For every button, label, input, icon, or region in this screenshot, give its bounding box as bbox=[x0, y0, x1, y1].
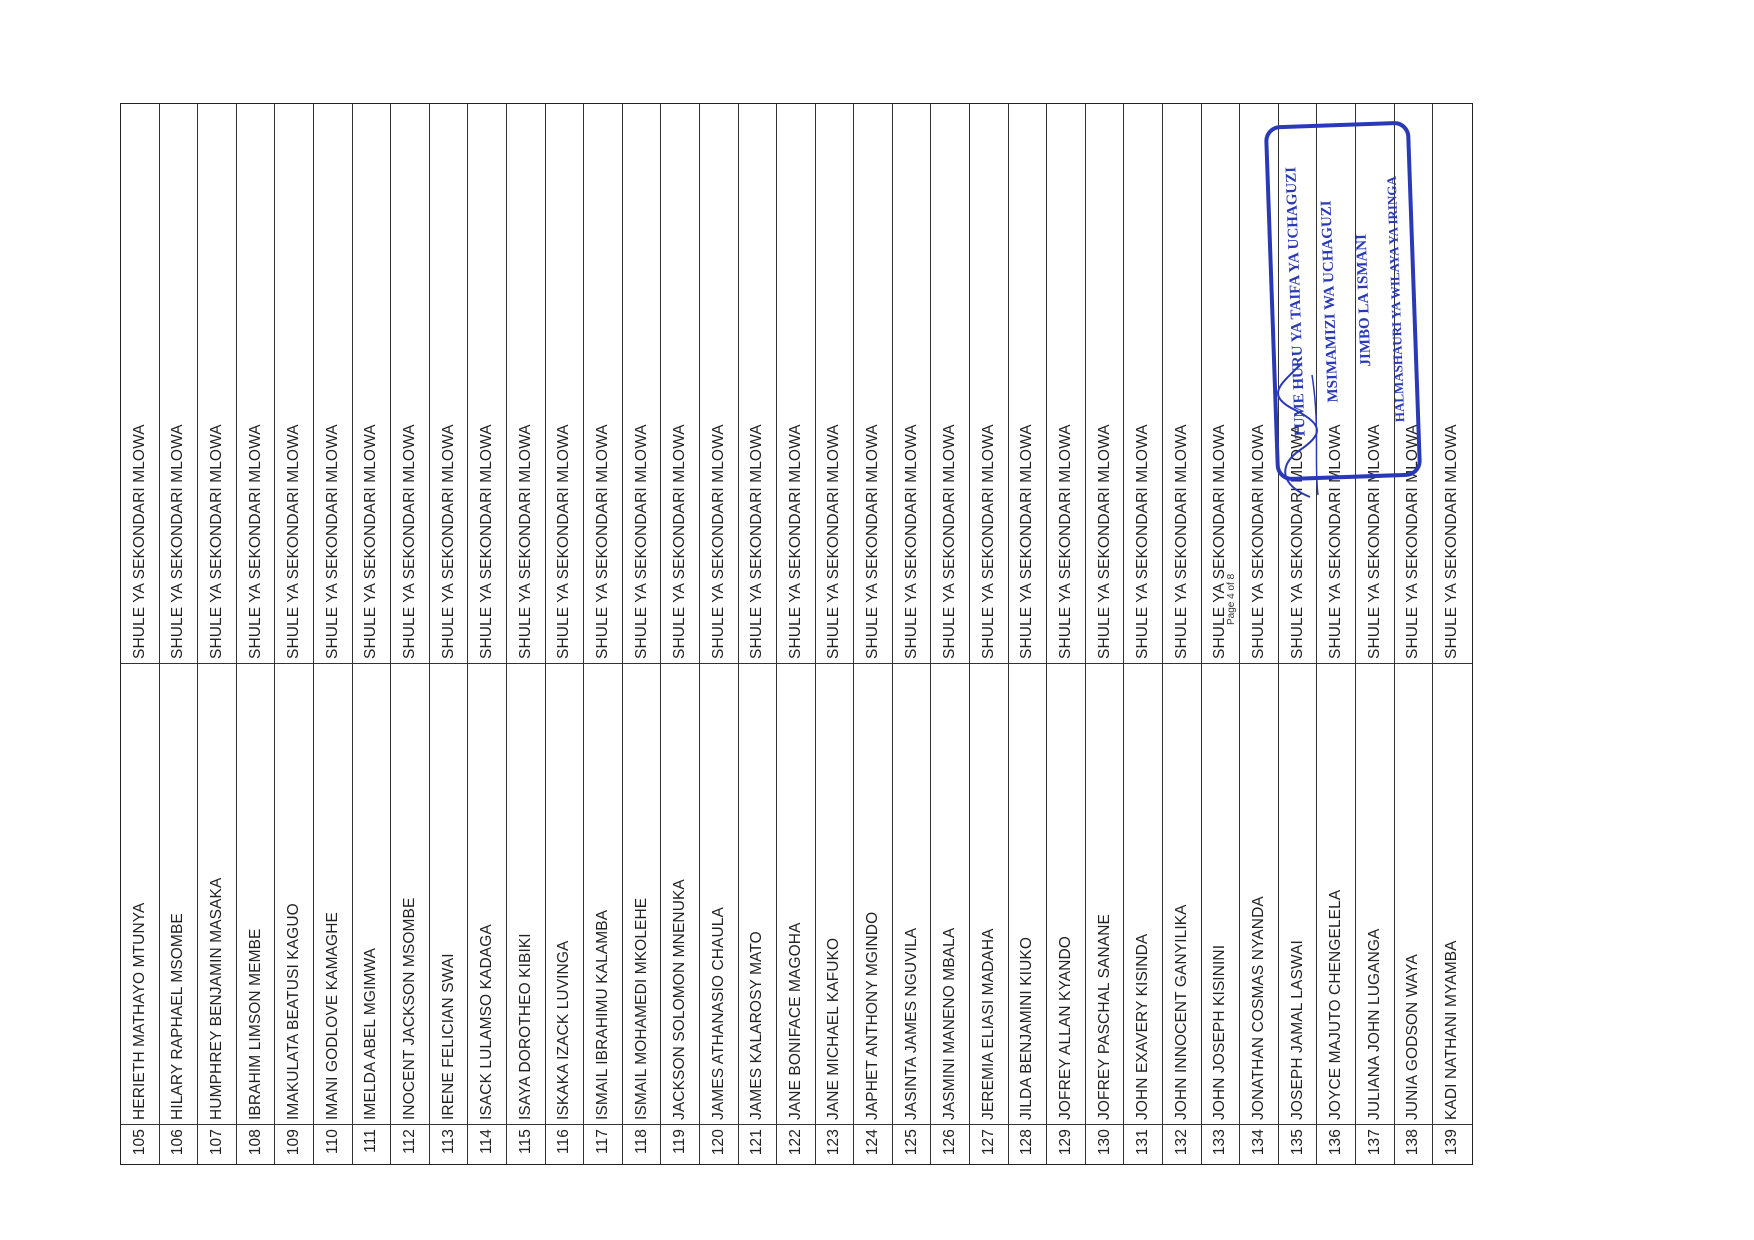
table-row bbox=[391, 104, 430, 1164]
candidate-name: HILARY RAPHAEL MSOMBE bbox=[169, 913, 187, 1120]
school-name: SHULE YA SEKONDARI MLOWA bbox=[1163, 104, 1201, 664]
row-number: 135 bbox=[1279, 1124, 1317, 1164]
school-name: SHULE YA SEKONDARI MLOWA bbox=[1395, 104, 1433, 664]
candidate-name: JOHN INNOCENT GANYILIKA bbox=[1172, 904, 1190, 1120]
candidate-name: HERIETH MATHAYO MTUNYA bbox=[130, 902, 148, 1120]
table-row bbox=[275, 104, 314, 1164]
table-row bbox=[623, 104, 662, 1164]
row-number: 114 bbox=[468, 1124, 506, 1164]
row-number: 125 bbox=[893, 1124, 931, 1164]
table-row bbox=[314, 104, 353, 1164]
candidate-name: JOFREY ALLAN KYANDO bbox=[1057, 936, 1075, 1120]
candidate-name: IMANI GODLOVE KAMAGHE bbox=[323, 912, 341, 1120]
row-number: 108 bbox=[237, 1124, 275, 1164]
school-name: SHULE YA SEKONDARI MLOWA bbox=[1047, 104, 1085, 664]
school-name: SHULE YA SEKONDARI MLOWA bbox=[893, 104, 931, 664]
table-row bbox=[1433, 104, 1472, 1164]
candidate-name: JONATHAN COSMAS NYANDA bbox=[1250, 896, 1268, 1120]
table-row bbox=[584, 104, 623, 1164]
table-row bbox=[121, 104, 160, 1164]
candidate-name: KADI NATHANI MYAMBA bbox=[1443, 940, 1461, 1120]
svg-text:JIMBO LA ISMANI: JIMBO LA ISMANI bbox=[1353, 233, 1375, 367]
table-row bbox=[198, 104, 237, 1164]
official-stamp bbox=[1262, 118, 1424, 483]
row-number: 119 bbox=[661, 1124, 699, 1164]
table-row bbox=[816, 104, 855, 1164]
candidate-name: JUNIA GODSON WAYA bbox=[1404, 954, 1422, 1120]
school-name: SHULE YA SEKONDARI MLOWA bbox=[1433, 104, 1472, 664]
row-number: 133 bbox=[1202, 1124, 1240, 1164]
table-row bbox=[1009, 104, 1048, 1164]
svg-text:TUME HURU YA TAIFA YA UCHAGUZI: TUME HURU YA TAIFA YA UCHAGUZI bbox=[1283, 166, 1309, 439]
candidate-name: JOFREY PASCHAL SANANE bbox=[1095, 914, 1113, 1120]
candidate-name: ISAYA DOROTHEO KIBIKI bbox=[516, 933, 534, 1120]
row-number: 111 bbox=[353, 1124, 391, 1164]
row-number: 112 bbox=[391, 1124, 429, 1164]
candidate-name: ISMAIL IBRAHIMU KALAMBA bbox=[593, 909, 611, 1120]
school-name: SHULE YA SEKONDARI MLOWA bbox=[970, 104, 1008, 664]
row-number: 107 bbox=[198, 1124, 236, 1164]
candidate-name: JOSEPH JAMAL LASWAI bbox=[1288, 940, 1306, 1120]
row-number: 132 bbox=[1163, 1124, 1201, 1164]
table-row bbox=[430, 104, 469, 1164]
row-number: 117 bbox=[584, 1124, 622, 1164]
table-row bbox=[237, 104, 276, 1164]
row-number: 124 bbox=[854, 1124, 892, 1164]
school-name: SHULE YA SEKONDARI MLOWA bbox=[160, 104, 198, 664]
school-name: SHULE YA SEKONDARI MLOWA bbox=[777, 104, 815, 664]
school-name: SHULE YA SEKONDARI MLOWA bbox=[739, 104, 777, 664]
row-number: 120 bbox=[700, 1124, 738, 1164]
candidate-name: JAMES ATHANASIO CHAULA bbox=[709, 907, 727, 1120]
row-number: 137 bbox=[1356, 1124, 1394, 1164]
table-row bbox=[507, 104, 546, 1164]
page-number: Page 4 of 8 bbox=[1226, 573, 1237, 625]
school-name: SHULE YA SEKONDARI MLOWA bbox=[700, 104, 738, 664]
svg-text:MSIMAMIZI WA UCHAGUZI: MSIMAMIZI WA UCHAGUZI bbox=[1318, 200, 1342, 403]
candidate-name: JAPHET ANTHONY MGINDO bbox=[864, 911, 882, 1120]
table-row bbox=[160, 104, 199, 1164]
candidate-name: JASINTA JAMES NGUVILA bbox=[902, 927, 920, 1120]
school-name: SHULE YA SEKONDARI MLOWA bbox=[507, 104, 545, 664]
school-name: SHULE YA SEKONDARI MLOWA bbox=[430, 104, 468, 664]
school-name: SHULE YA SEKONDARI MLOWA bbox=[1240, 104, 1278, 664]
row-number: 116 bbox=[546, 1124, 584, 1164]
table-row bbox=[970, 104, 1009, 1164]
row-number: 128 bbox=[1009, 1124, 1047, 1164]
row-number: 131 bbox=[1124, 1124, 1162, 1164]
table-row bbox=[1163, 104, 1202, 1164]
row-number: 139 bbox=[1433, 1124, 1472, 1164]
school-name: SHULE YA SEKONDARI MLOWA bbox=[1202, 104, 1240, 664]
table-row bbox=[661, 104, 700, 1164]
row-number: 123 bbox=[816, 1124, 854, 1164]
school-name: SHULE YA SEKONDARI MLOWA bbox=[1009, 104, 1047, 664]
school-name: SHULE YA SEKONDARI MLOWA bbox=[314, 104, 352, 664]
candidate-name: JULIANA JOHN LUGANGA bbox=[1365, 928, 1383, 1120]
row-number: 122 bbox=[777, 1124, 815, 1164]
school-name: SHULE YA SEKONDARI MLOWA bbox=[391, 104, 429, 664]
row-number: 129 bbox=[1047, 1124, 1085, 1164]
school-name: SHULE YA SEKONDARI MLOWA bbox=[198, 104, 236, 664]
school-name: SHULE YA SEKONDARI MLOWA bbox=[816, 104, 854, 664]
row-number: 138 bbox=[1395, 1124, 1433, 1164]
row-number: 134 bbox=[1240, 1124, 1278, 1164]
school-name: SHULE YA SEKONDARI MLOWA bbox=[237, 104, 275, 664]
row-number: 106 bbox=[160, 1124, 198, 1164]
candidate-name: ISMAIL MOHAMEDI MKOLEHE bbox=[632, 897, 650, 1120]
candidate-name: JOYCE MAJUTO CHENGELELA bbox=[1327, 889, 1345, 1120]
table-row bbox=[893, 104, 932, 1164]
table-row bbox=[1124, 104, 1163, 1164]
candidate-name: JANE MICHAEL KAFUKO bbox=[825, 937, 843, 1120]
candidate-name: JASMINI MANENO MBALA bbox=[941, 927, 959, 1120]
candidate-name: IRENE FELICIAN SWAI bbox=[439, 953, 457, 1120]
school-name: SHULE YA SEKONDARI MLOWA bbox=[661, 104, 699, 664]
table-row bbox=[700, 104, 739, 1164]
candidate-name: JOHN EXAVERY KISINDA bbox=[1134, 933, 1152, 1120]
row-number: 126 bbox=[931, 1124, 969, 1164]
school-name: SHULE YA SEKONDARI MLOWA bbox=[353, 104, 391, 664]
svg-text:HALMASHAURI YA WILAYA YA IRING: HALMASHAURI YA WILAYA YA IRINGA bbox=[1383, 175, 1408, 423]
candidate-name: ISACK LULAMSO KADAGA bbox=[478, 924, 496, 1120]
candidate-name: JEREMIA ELIASI MADAHA bbox=[979, 928, 997, 1120]
row-number: 130 bbox=[1086, 1124, 1124, 1164]
table-row bbox=[739, 104, 778, 1164]
school-name: SHULE YA SEKONDARI MLOWA bbox=[1279, 104, 1317, 664]
school-name: SHULE YA SEKONDARI MLOWA bbox=[1317, 104, 1355, 664]
table-row bbox=[1202, 104, 1241, 1164]
candidate-name: JILDA BENJAMINI KIUKO bbox=[1018, 937, 1036, 1120]
school-name: SHULE YA SEKONDARI MLOWA bbox=[121, 104, 159, 664]
school-name: SHULE YA SEKONDARI MLOWA bbox=[1124, 104, 1162, 664]
table-row bbox=[1086, 104, 1125, 1164]
row-number: 136 bbox=[1317, 1124, 1355, 1164]
candidate-name: IBRAHIM LIMSON MEMBE bbox=[246, 928, 264, 1120]
candidate-name: IMAKULATA BEATUSI KAGUO bbox=[285, 903, 303, 1120]
school-name: SHULE YA SEKONDARI MLOWA bbox=[275, 104, 313, 664]
school-name: SHULE YA SEKONDARI MLOWA bbox=[854, 104, 892, 664]
row-number: 127 bbox=[970, 1124, 1008, 1164]
row-number: 109 bbox=[275, 1124, 313, 1164]
table-row bbox=[353, 104, 392, 1164]
candidate-name: ISKAKA IZACK LUVINGA bbox=[555, 940, 573, 1120]
rotated-document-page bbox=[120, 85, 1461, 1165]
table-row bbox=[931, 104, 970, 1164]
school-name: SHULE YA SEKONDARI MLOWA bbox=[1086, 104, 1124, 664]
row-number: 121 bbox=[739, 1124, 777, 1164]
candidate-name: INOCENT JACKSON MSOMBE bbox=[400, 897, 418, 1120]
candidate-name: HUMPHREY BENJAMIN MASAKA bbox=[207, 877, 225, 1120]
candidate-name: JAMES KALAROSY MATO bbox=[748, 931, 766, 1120]
row-number: 118 bbox=[623, 1124, 661, 1164]
table-row bbox=[1047, 104, 1086, 1164]
table-row bbox=[546, 104, 585, 1164]
candidate-name: JOHN JOSEPH KISININI bbox=[1211, 944, 1229, 1120]
row-number: 105 bbox=[121, 1124, 159, 1164]
candidate-name: JACKSON SOLOMON MNENUKA bbox=[671, 879, 689, 1120]
candidate-name: JANE BONIFACE MAGOHA bbox=[786, 922, 804, 1120]
school-name: SHULE YA SEKONDARI MLOWA bbox=[468, 104, 506, 664]
row-number: 113 bbox=[430, 1124, 468, 1164]
school-name: SHULE YA SEKONDARI MLOWA bbox=[584, 104, 622, 664]
school-name: SHULE YA SEKONDARI MLOWA bbox=[1356, 104, 1394, 664]
school-name: SHULE YA SEKONDARI MLOWA bbox=[623, 104, 661, 664]
candidate-name: IMELDA ABEL MGIMWA bbox=[362, 947, 380, 1120]
table-row bbox=[468, 104, 507, 1164]
table-row bbox=[777, 104, 816, 1164]
row-number: 110 bbox=[314, 1124, 352, 1164]
table-row bbox=[854, 104, 893, 1164]
school-name: SHULE YA SEKONDARI MLOWA bbox=[931, 104, 969, 664]
school-name: SHULE YA SEKONDARI MLOWA bbox=[546, 104, 584, 664]
row-number: 115 bbox=[507, 1124, 545, 1164]
